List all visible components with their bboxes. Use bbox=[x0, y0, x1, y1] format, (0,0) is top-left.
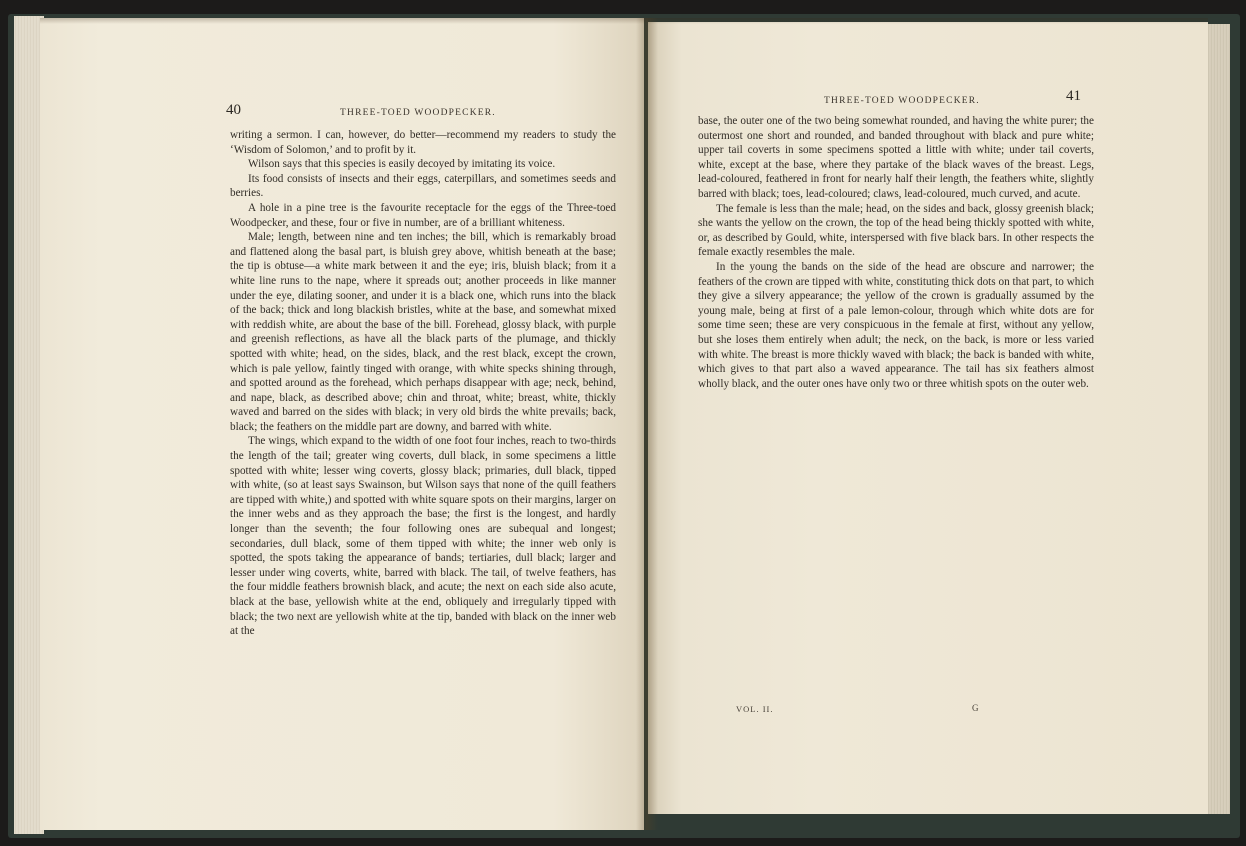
left-page-number: 40 bbox=[226, 102, 241, 118]
right-page bbox=[648, 22, 1208, 814]
right-body-text bbox=[698, 114, 1094, 391]
paragraph: Its food consists of insects and their eggs, caterpillars, and sometimes seeds and berries. bbox=[230, 172, 616, 200]
left-running-head: THREE-TOED WOODPECKER. bbox=[340, 108, 496, 118]
paragraph: Wilson says that this species is easily decoyed by imitating its voice. bbox=[248, 158, 556, 171]
right-running-head: THREE-TOED WOODPECKER. bbox=[824, 96, 980, 106]
page-top-shadow bbox=[40, 18, 1208, 24]
right-page-number: 41 bbox=[1066, 88, 1081, 104]
paragraph: base, the outer one of the two being somewhat rounded, and having the white purer; the outermost one short and rounded, and banded throughout with black and pure white; upper tail coverts in some specimens spotted a little with white; under tail coverts, white, except at the base, where they partake of the black waves of the breast. Legs, lead-coloured, feathered in front for nearly half their length, the feathers white, slightly barred with black; toes, lead-coloured; claws, lead-coloured, much curved, and acute. bbox=[698, 115, 1094, 200]
left-page bbox=[40, 18, 644, 830]
book-gutter bbox=[636, 18, 658, 830]
signature-mark: G bbox=[972, 703, 979, 713]
paragraph: writing a sermon. I can, however, do better—recommend my readers to study the ‘Wisdom of Solomon,’ and to profit by it. bbox=[230, 129, 616, 156]
left-body-text bbox=[230, 128, 616, 639]
volume-footer: VOL. II. bbox=[736, 704, 774, 714]
paragraph: A hole in a pine tree is the favourite receptacle for the eggs of the Three-toed Woodpecker, and these, four or five in number, are of a brilliant whiteness. bbox=[230, 201, 616, 229]
paragraph: The wings, which expand to the width of one foot four inches, reach to two-thirds the length of the tail; greater wing coverts, dull black, in some specimens a little spotted with white; lesser wing coverts, glossy black; primaries, dull black, tipped with white, (so at least says Swainson, but Wilson says that none of the quill feathers are tipped with white,) and spotted with white square spots on their margins, larger on the inner webs and as they approach the base; the first is the longest, and hardly longer than the seventh; the four following ones are subequal and longest; secondaries, dull black, some of them tipped with white; the inner web only is spotted, the spots taking the appearance of bands; tertiaries, dull black; larger and lesser under wing coverts, white, barred with black. The tail, of twelve feathers, has the four middle feathers brownish black, and acute; the next on each side also acute, black at the base, yellowish white at the end, obliquely and irregularly tipped with black; the two next are yellowish white at the tip, banded with black on the inner web at the bbox=[230, 435, 616, 638]
paragraph: Male; length, between nine and ten inches; the bill, which is remarkably broad and flattened along the basal part, is bluish grey above, whitish beneath at the base; the tip is obtuse—a white mark between it and the eye; iris, bluish black; from it a white line runs to the nape, where it spreads out; another proceeds in like manner under the eye, dilating sooner, and under it is a black one, which runs into the black of the back; thick and long blackish bristles, white at the base, and somewhat mixed with reddish white, are about the base of the bill. Forehead, glossy black, with purple and greenish reflections, as have all the black parts of the plumage, and thickly spotted with white; head, on the sides, black, and the rest black, except the crown, which is pale yellow, faintly tinged with orange, with white specks shining through, and spotted around as the forehead, which perhaps disappear with age; neck, behind, and nape, black, as described above; chin and throat, white; breast, white, thickly waved and barred on the sides with black; in very old birds the white prevails; back, black; the feathers on the middle part are downy, and barred with white. bbox=[230, 231, 616, 433]
paragraph: The female is less than the male; head, on the sides and back, glossy greenish black; she wants the yellow on the crown, the top of the head being thickly spotted with white, or, as described by Gould, white, interspersed with five black bars. In other respects the female exactly resembles the male. bbox=[698, 202, 1094, 259]
paragraph: In the young the bands on the side of the head are obscure and narrower; the feathers of the crown are tipped with white, constituting thick dots on that part, to which they give a silvery appearance; the yellow of the crown is gradually assumed by the young male, being at first of a pale lemon-colour, through which white dots are for some time seen; these are very conspicuous in the female at first, without any yellow, but she loses them entirely when adult; the neck, on the back, is more or less varied with white. The breast is more thickly waved with black; the back is banded with white, which gives to that part also a waved appearance. The tail has six feathers almost wholly black, and the outer ones have only two or three whitish spots on the outer web. bbox=[698, 260, 1094, 390]
